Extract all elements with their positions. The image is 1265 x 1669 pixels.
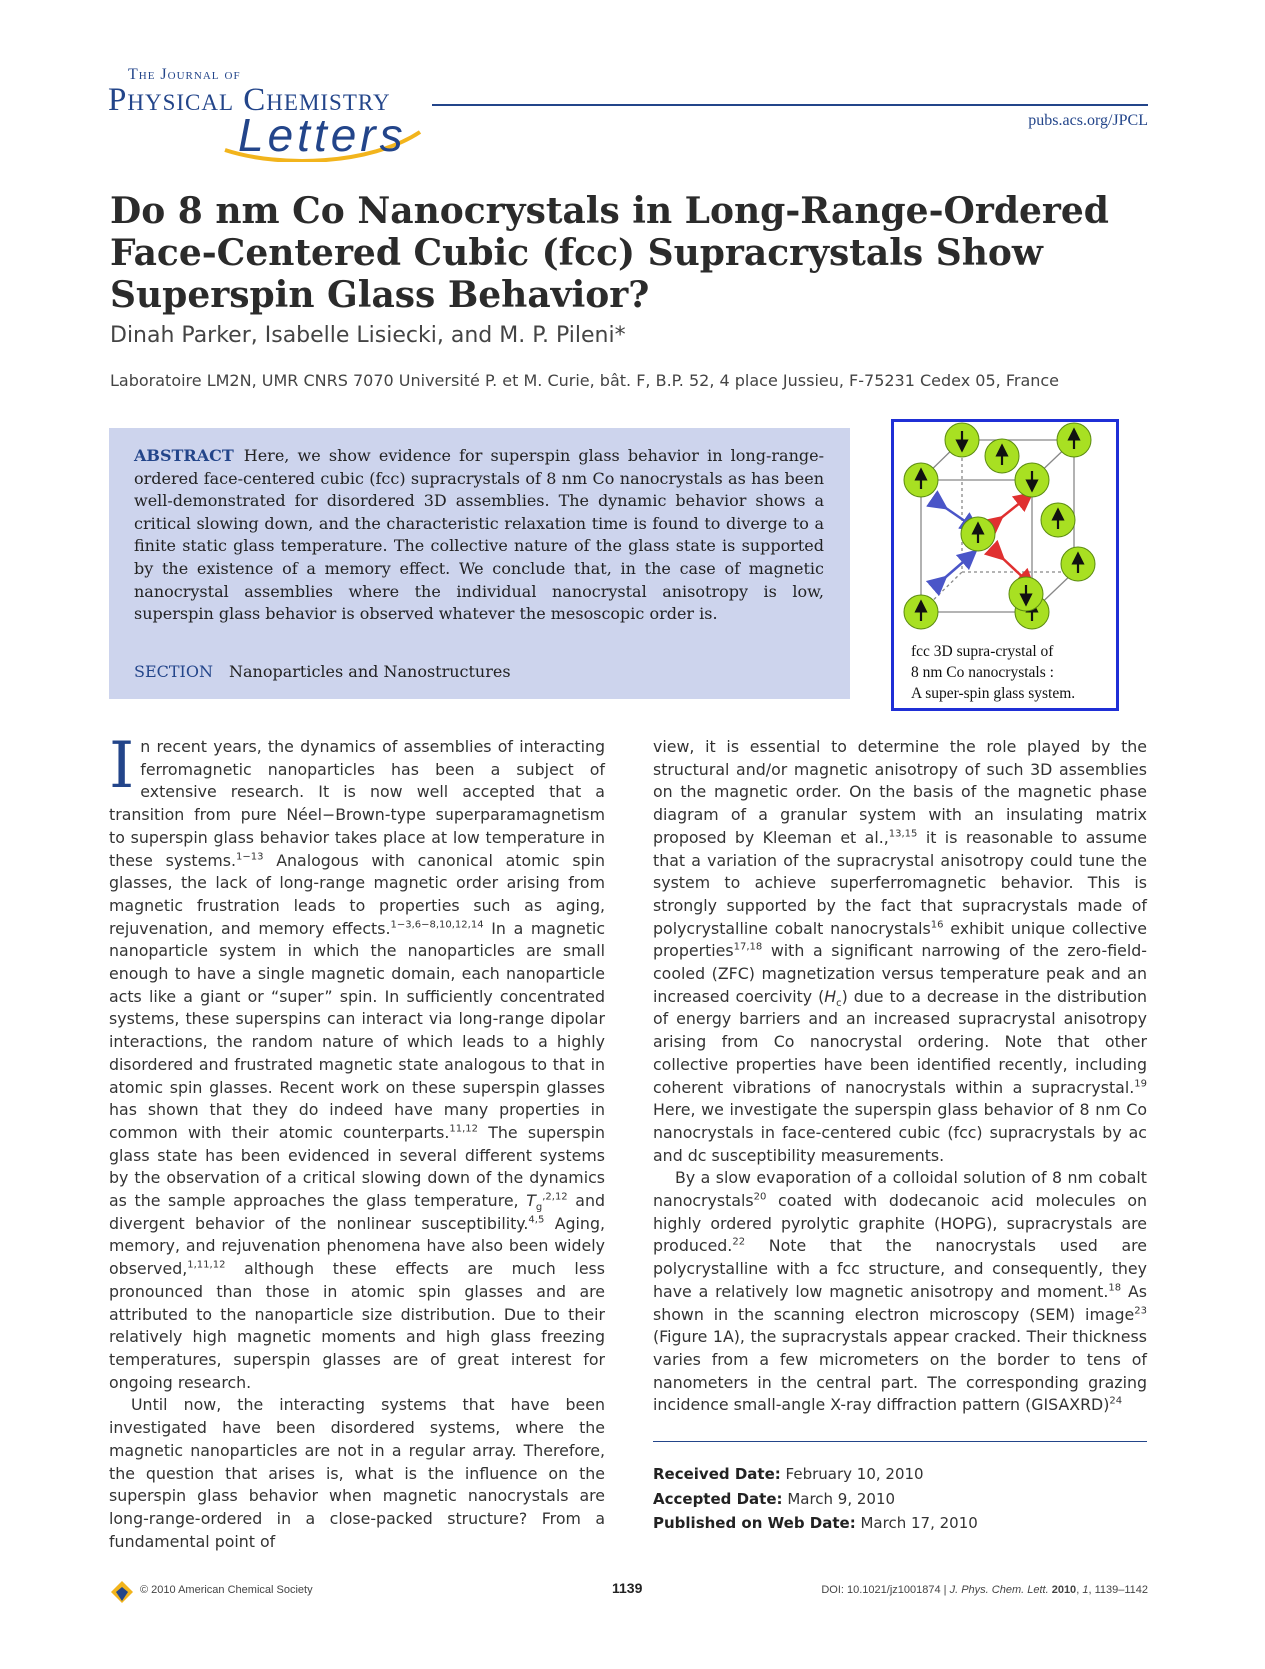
- body-text: n recent years, the dynamics of assemblies of interacting ferromagnetic nanoparticles has been a subject of extensive research. It is now well accepted that a transition from pure Néel−Brown-type superparamagnetism to superspin glass behavior takes place at low temperature in these systems.: [109, 737, 605, 870]
- article-authors: Dinah Parker, Isabelle Lisiecki, and M. P. Pileni*: [110, 323, 626, 348]
- dates-rule: [653, 1441, 1147, 1442]
- body-text: In a magnetic nanoparticle system in which the nanoparticles are small enough to have a single magnetic domain, each nanoparticle acts like a giant or “super” spin. In sufficiently concentrated systems, these superspins can interact via long-range dipolar interactions, the random nature of which leads to a highly disordered and frustrated magnetic state analogous to that in atomic spin glasses. Recent work on these superspin glasses has shown that they do indeed have many properties in common with their atomic counterparts.: [109, 918, 606, 1142]
- body-paragraph: [653, 736, 1147, 1167]
- accepted-label: Accepted Date:: [653, 1489, 783, 1508]
- body-text: exhibit unique collective properties: [653, 918, 1148, 961]
- body-paragraph: [109, 729, 606, 1394]
- nanocrystal-sphere: [1057, 423, 1091, 457]
- nanocrystal-spheres: [904, 423, 1095, 629]
- acs-logo-icon: [109, 1579, 135, 1605]
- abstract-label: ABSTRACT: [134, 446, 234, 465]
- nanocrystal-sphere: [1041, 503, 1075, 537]
- footer-copyright: © 2010 American Chemical Society: [140, 1584, 313, 1596]
- body-text: By a slow evaporation of a colloidal solution of 8 nm cobalt nanocrystals: [653, 1168, 1147, 1211]
- toc-caption-line2: 8 nm Co nanocrystals :: [911, 664, 1054, 681]
- citation-volume: 1: [1082, 1584, 1089, 1596]
- body-text: coated with dodecanoic acid molecules on highly ordered pyrolytic graphite (HOPG), supracrystals are produced.: [653, 1191, 1147, 1256]
- article-affiliation: Laboratoire LM2N, UMR CNRS 7070 Université P. et M. Curie, bât. F, B.P. 52, 4 place Jussieu, F-75231 Cedex 05, France: [110, 371, 1060, 390]
- red-interaction-arrow: [996, 498, 1026, 522]
- hc-symbol: H: [824, 986, 837, 1006]
- reference-link[interactable]: 19: [1134, 1078, 1147, 1090]
- nanocrystal-sphere: [1009, 577, 1043, 611]
- body-text: view, it is essential to determine the role played by the structural and/or magnetic anisotropy of such 3D assemblies on the magnetic order. On the basis of the magnetic phase diagram of a granular system with an insulating matrix proposed by Kleeman et al.,: [653, 737, 1147, 847]
- reference-link[interactable]: 11,12: [449, 1123, 479, 1135]
- fcc-supracrystal-diagram: [894, 422, 1116, 644]
- doi-text[interactable]: DOI: 10.1021/jz1001874: [821, 1584, 941, 1596]
- reference-link[interactable]: 13,15: [888, 828, 918, 840]
- reference-link[interactable]: 17,18: [733, 942, 763, 954]
- nanocrystal-sphere: [904, 595, 938, 629]
- body-text: although these effects are much less pronounced than those in atomic spin glasses and are attributed to the nanoparticle size distribution. Due to their relatively high magnetic moments and high glass freezing temperatures, superspin glasses are of great interest for ongoing research.: [109, 1259, 605, 1392]
- received-date: [653, 1462, 978, 1487]
- footer-citation[interactable]: DOI: 10.1021/jz1001874 | J. Phys. Chem. Lett. 2010, 1, 1139–1142: [821, 1584, 1148, 1596]
- section-label: SECTION: [134, 662, 213, 681]
- reference-link[interactable]: 22: [732, 1237, 746, 1249]
- journal-logo-physical-chemistry: Physical Chemistry: [108, 82, 391, 118]
- hc-subscript: c: [836, 997, 842, 1009]
- reference-link[interactable]: 1,11,12: [187, 1259, 226, 1271]
- body-column-right: [653, 736, 1147, 1417]
- reference-link[interactable]: 18: [1108, 1282, 1122, 1294]
- accepted-date: [653, 1487, 978, 1512]
- drop-cap: I: [109, 729, 135, 803]
- body-text: The superspin glass state has been evidenced in several different systems by the observation of a critical slowing down of the dynamics as the sample approaches the glass temperature,: [109, 1122, 605, 1211]
- reference-link[interactable]: 16: [930, 919, 944, 931]
- reference-link[interactable]: 4,5: [528, 1214, 545, 1226]
- published-label: Published on Web Date:: [653, 1514, 856, 1532]
- toc-caption-line1: fcc 3D supra-crystal of: [911, 643, 1054, 660]
- body-paragraph: Until now, the interacting systems that have been investigated have been disordered systems, where the magnetic nanoparticles are not in a regular array. Therefore, the question that arises is, what is the influence on the superspin glass behavior when magnetic nanocrystals are long-range-ordered in a close-packed structure? From a fundamental point of: [109, 1395, 605, 1551]
- accepted-value: March 9, 2010: [787, 1489, 896, 1508]
- toc-caption-line3: A super-spin glass system.: [911, 685, 1076, 702]
- nanocrystal-sphere: [945, 423, 979, 457]
- citation-pages: 1139–1142: [1094, 1584, 1148, 1596]
- body-text: As shown in the scanning electron microscopy (SEM) image: [653, 1281, 1147, 1324]
- body-text: (Figure 1A), the supracrystals appear cracked. Their thickness varies from a few micrometers on the border to tens of nanometers in the central part. The corresponding grazing incidence small-angle X-ray diffraction pattern (GISAXRD): [653, 1327, 1147, 1415]
- tg-symbol: T: [526, 1191, 536, 1211]
- body-text: Analogous with canonical atomic spin glasses, the lack of long-range magnetic order arising from magnetic frustration leads to properties such as aging, rejuvenation, and memory effects.: [109, 850, 605, 938]
- body-text: Aging, memory, and rejuvenation phenomena have also been widely observed,: [109, 1213, 605, 1279]
- journal-logo-the-journal-of: The Journal of: [128, 66, 241, 83]
- body-text: Here, we investigate the superspin glass behavior of 8 nm Co nanocrystals in face-centered cubic (fcc) supracrystals by ac and dc susceptibility measurements.: [653, 1100, 1147, 1165]
- body-paragraph: [653, 1167, 1147, 1417]
- section-value: Nanoparticles and Nanostructures: [229, 662, 511, 681]
- published-date: [653, 1511, 978, 1536]
- page-number: 1139: [612, 1580, 643, 1596]
- citation-year: 2010: [1051, 1584, 1077, 1596]
- reference-link[interactable]: 20: [753, 1191, 767, 1203]
- section-line: [134, 662, 511, 681]
- journal-url-link[interactable]: pubs.acs.org/JPCL: [1028, 112, 1148, 129]
- nanocrystal-sphere: [961, 517, 995, 551]
- nanocrystal-sphere: [985, 439, 1019, 473]
- article-title: Do 8 nm Co Nanocrystals in Long-Range-Ordered Face-Centered Cubic (fcc) Supracrystals Show Superspin Glass Behavior?: [110, 190, 1109, 316]
- journal-logo-letters: Letters: [238, 109, 407, 161]
- reference-link[interactable]: 24: [1109, 1396, 1123, 1408]
- header-rule: [432, 104, 1148, 106]
- nanocrystal-sphere: [904, 463, 938, 497]
- journal-abbrev: J. Phys. Chem. Lett.: [949, 1584, 1049, 1596]
- nanocrystal-sphere: [1061, 547, 1095, 581]
- article-dates: [653, 1462, 978, 1536]
- reference-link[interactable]: 23: [1134, 1305, 1147, 1317]
- reference-link[interactable]: ,2,12: [542, 1191, 568, 1203]
- abstract-body: Here, we show evidence for superspin glass behavior in long-range-ordered face-centered cubic (fcc) supracrystals of 8 nm Co nanocrystals as has been well-demonstrated for disordered 3D assemblies. The dynamic behavior shows a critical slowing down, and the characteristic relaxation time is found to diverge to a finite static glass temperature. The collective nature of the glass state is supported by the existence of a memory effect. We conclude that, in the case of magnetic nanocrystal assemblies where the individual nanocrystal anisotropy is low, superspin glass behavior is observed whatever the mesoscopic order is.: [134, 446, 824, 624]
- body-text: Note that the nanocrystals used are polycrystalline with a fcc structure, and consequently, they have a relatively low magnetic anisotropy and moment.: [653, 1236, 1147, 1301]
- body-text: with a significant narrowing of the zero-field-cooled (ZFC) magnetization versus temperature peak and an increased coercivity (: [653, 941, 1147, 1006]
- toc-caption: [911, 641, 1075, 704]
- tg-subscript: g: [535, 1202, 543, 1214]
- body-text: ) due to a decrease in the distribution of energy barriers and an increased supracrystal anisotropy arising from Co nanocrystal ordering. Note that other collective properties have been identified recently, including coherent vibrations of nanocrystals within a supracrystal.: [653, 986, 1148, 1097]
- nanocrystal-sphere: [1015, 463, 1049, 497]
- body-text: and divergent behavior of the nonlinear susceptibility.: [109, 1191, 605, 1233]
- reference-link[interactable]: 1−13: [235, 851, 264, 863]
- body-column-left: [109, 729, 606, 1553]
- abstract-text-block: [134, 445, 824, 626]
- body-text: it is reasonable to assume that a variation of the supracrystal anisotropy could tune the system to achieve superferromagnetic behavior. This is strongly supported by the fact that supracrystals made of polycrystalline cobalt nanocrystals: [653, 827, 1148, 938]
- reference-link[interactable]: 1−3,6−8,10,12,14: [390, 919, 484, 931]
- received-value: February 10, 2010: [785, 1465, 924, 1483]
- published-value: March 17, 2010: [860, 1514, 978, 1532]
- received-label: Received Date:: [653, 1465, 781, 1483]
